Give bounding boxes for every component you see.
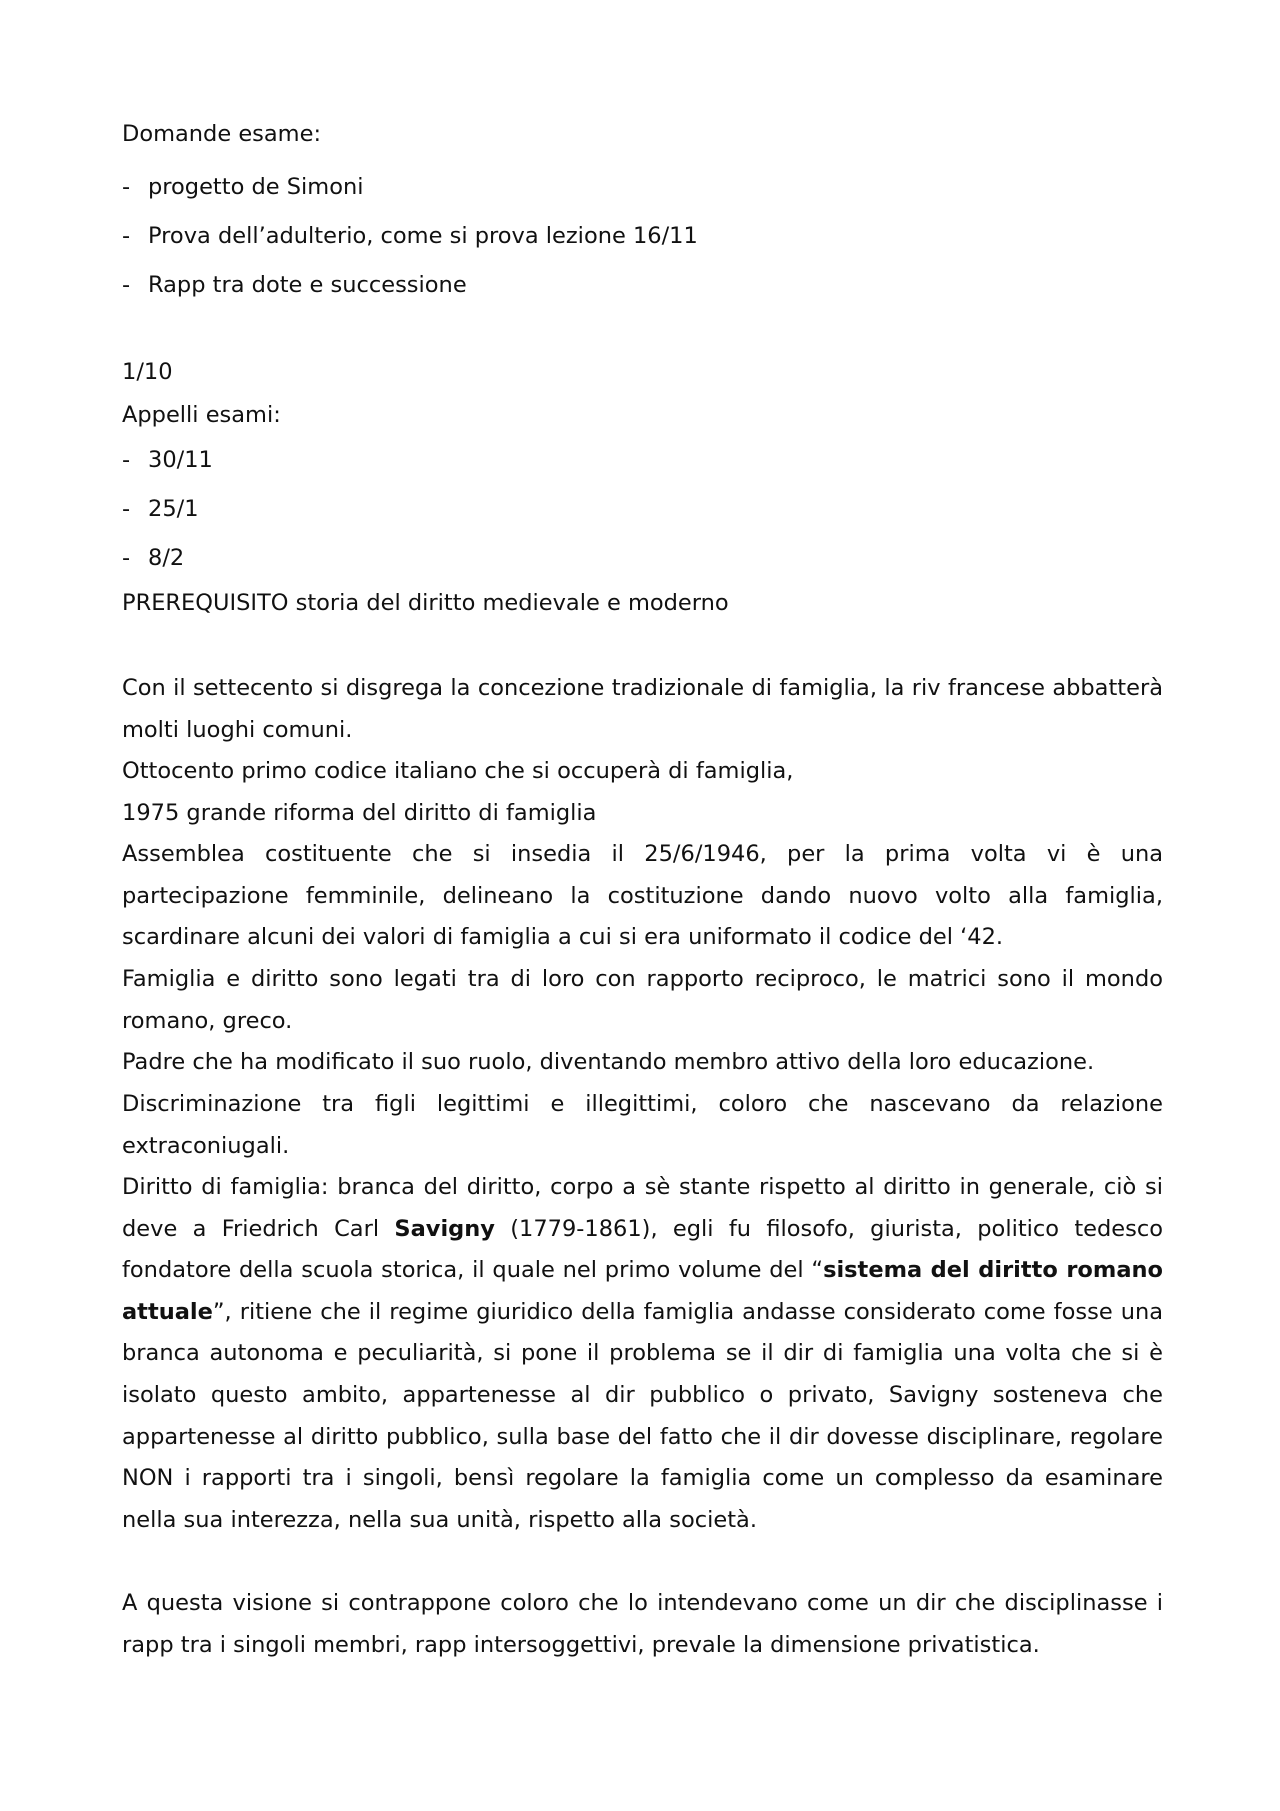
paragraph: Famiglia e diritto sono legati tra di loro con rapporto reciproco, le matrici sono il mondo romano, greco.: [122, 966, 1163, 1034]
list-dash: -: [122, 272, 131, 298]
bold-sistema-title: sistema del diritto romano attuale: [122, 1257, 1163, 1325]
list-item-text: 25/1: [148, 496, 199, 522]
heading-appelli: Appelli esami:: [122, 402, 281, 428]
paragraph: Padre che ha modificato il suo ruolo, diventando membro attivo della loro educazione.: [122, 1049, 1095, 1075]
prerequisito-line: PREREQUISITO storia del diritto medievale e moderno: [122, 590, 729, 616]
list-item-text: 30/11: [148, 447, 213, 473]
paragraph: Ottocento primo codice italiano che si occuperà di famiglia,: [122, 758, 794, 784]
list-item-text: progetto de Simoni: [148, 174, 364, 200]
list-item-text: 8/2: [148, 545, 185, 571]
paragraph: Discriminazione tra figli legittimi e illegittimi, coloro che nascevano da relazione extraconiugali.: [122, 1091, 1163, 1159]
list-dash: -: [122, 174, 131, 200]
paragraph-savigny: Diritto di famiglia: branca del diritto, corpo a sè stante rispetto al diritto in generale, ciò si deve a Friedrich Carl Savigny (1779-1861), egli fu filosofo, giurista, politico tedesco fondatore della scuola storica, il quale nel primo volume del “sistema del diritto romano attuale”, ritiene che il regime giuridico della famiglia andasse considerato come fosse una branca autonoma e peculiarità, si pone il problema se il dir di famiglia una volta che si è isolato questo ambito, appartenesse al dir pubblico o privato, Savigny sosteneva che appartenesse al diritto pubblico, sulla base del fatto che il dir dovesse disciplinare, regolare NON i rapporti tra i singoli, bensì regolare la famiglia come un complesso da esaminare nella sua interezza, nella sua unità, rispetto alla società.: [122, 1174, 1163, 1533]
paragraph: Con il settecento si disgrega la concezione tradizionale di famiglia, la riv francese abbatterà molti luoghi comuni.: [122, 675, 1163, 743]
list-dash: -: [122, 496, 131, 522]
paragraph: A questa visione si contrappone coloro che lo intendevano come un dir che disciplinasse i rapp tra i singoli membri, rapp intersoggettivi, prevale la dimensione privatistica.: [122, 1590, 1163, 1658]
list-dash: -: [122, 545, 131, 571]
list-dash: -: [122, 447, 131, 473]
bold-savigny: Savigny: [394, 1215, 495, 1242]
list-dash: -: [122, 223, 131, 249]
paragraph: Assemblea costituente che si insedia il 25/6/1946, per la prima volta vi è una partecipazione femminile, delineano la costituzione dando nuovo volto alla famiglia, scardinare alcuni dei valori di famiglia a cui si era uniformato il codice del ‘42.: [122, 841, 1163, 951]
heading-domande: Domande esame:: [122, 121, 322, 147]
date-label: 1/10: [122, 359, 173, 385]
paragraph: 1975 grande riforma del diritto di famiglia: [122, 800, 597, 826]
list-item-text: Rapp tra dote e successione: [148, 272, 467, 298]
list-item-text: Prova dell’adulterio, come si prova lezione 16/11: [148, 223, 698, 249]
